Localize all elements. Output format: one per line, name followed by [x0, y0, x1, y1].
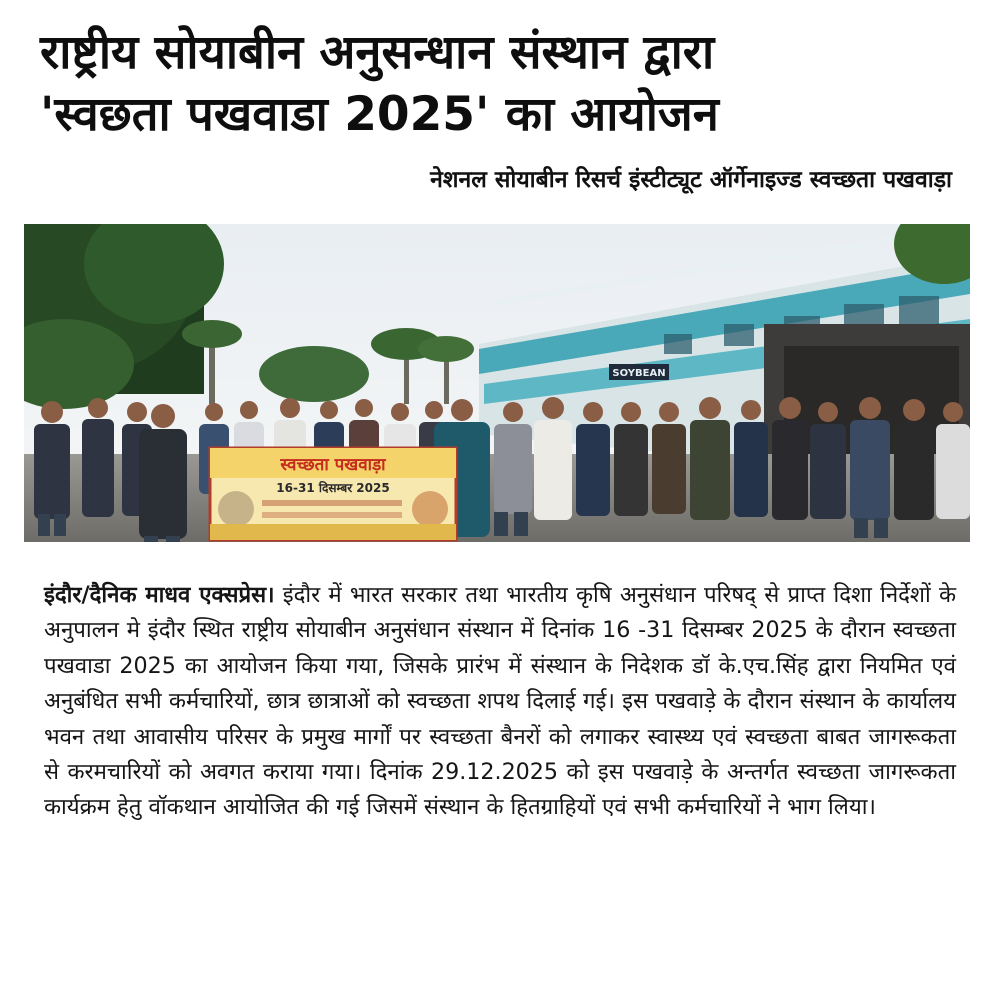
news-photo	[24, 224, 970, 542]
swachhta-banner	[210, 448, 456, 540]
headline-line-1: राष्ट्रीय सोयाबीन अनुसन्धान संस्थान द्वारा	[40, 25, 715, 80]
article-body	[44, 578, 956, 826]
group-photo-illustration	[24, 224, 970, 542]
article-text: इंदौर में भारत सरकार तथा भारतीय कृषि अनुसंधान परिषद् से प्राप्त दिशा निर्देशों के अनुपालन मे इंदौर स्थित राष्ट्रीय सोयाबीन अनुसंधान संस्थान में दिनांक 16 -31 दिसम्बर 2025 के दौरान स्वच्छता पखवाडा 2025 का आयोजन किया गया, जिसके प्रारंभ में संस्थान के निदेशक डॉ के.एच.सिंह द्वारा नियमित एवं अनुबंधित सभी कर्मचारियों, छात्र छात्राओं को स्वच्छता शपथ दिलाई गई। इस पखवाड़े के दौरान संस्थान के कार्यालय भवन तथा आवासीय परिसर के प्रमुख मार्गों पर स्वच्छता बैनरों को लगाकर स्वास्थ्य एवं स्वच्छता बाबत जागरूकता से करमचारियों को अवगत कराया गया। दिनांक 29.12.2025 को इस पखवाड़े के अन्तर्गत स्वच्छता जागरूकता कार्यक्रम हेतु वॉकथान आयोजित की गई जिसमें संस्थान के हितग्राहियों एवं सभी कर्मचारियों ने भाग लिया।	[44, 582, 957, 821]
subheadline: नेशनल सोयाबीन रिसर्च इंस्टीट्यूट ऑर्गेनाइज्ड स्वच्छता पखवाड़ा	[430, 167, 952, 193]
headline-line-2: 'स्वछता पखवाडा 2025' का आयोजन	[40, 87, 719, 142]
banner-dates: 16-31 दिसम्बर 2025	[276, 481, 390, 495]
leader-portrait-illustration	[412, 491, 448, 527]
article-paragraph	[44, 578, 956, 826]
gandhi-portrait-illustration	[218, 491, 254, 527]
headline	[40, 22, 970, 146]
banner-title: स्वच्छता पखवाड़ा	[280, 455, 386, 475]
building-sign-text: SOYBEAN	[612, 368, 666, 379]
article-dateline: इंदौर/दैनिक माधव एक्सप्रेस।	[44, 582, 275, 608]
